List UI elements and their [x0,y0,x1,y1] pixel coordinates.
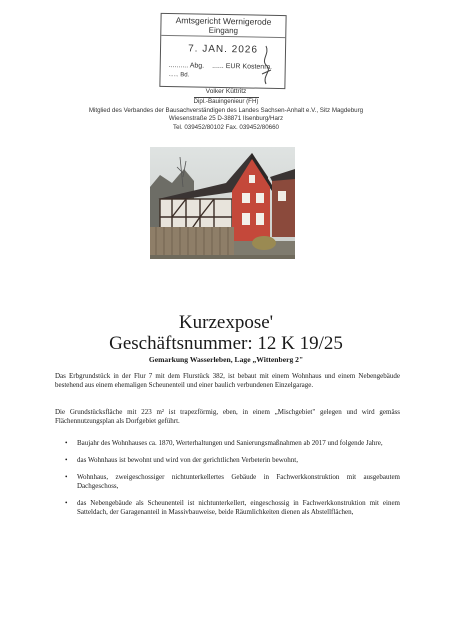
stamp-row-right: ...... EUR Kostenm. [212,62,273,71]
bullet-list [65,439,400,525]
stamp-office: Amtsgericht Wernigerode [175,15,272,27]
property-photo [150,147,295,259]
bullet-text: das Wohnhaus ist bewohnt und wird von der gerichtlichen Verbeterin bewohnt, [77,456,298,464]
bullet-icon: • [65,473,68,481]
stamp-date: 7. JAN. 2026 [188,43,259,56]
list-item [65,456,400,465]
list-item [65,499,400,517]
bullet-text: das Nebengebäude als Scheunenteil ist nichtunterkellert, eingeschossig in Fachwerkkonstruktion mit einem Satteldach, der Garagenanteil in Massivbauweise, beide Räumlichkeiten dienen als Abstellflächen, [77,499,400,516]
case-number: Geschäftsnummer: 12 K 19/25 [109,333,343,354]
letterhead-contact: Tel. 039452/80102 Fax. 039452/80660 [173,124,279,132]
bullet-icon: • [65,456,68,464]
document-subtitle: Gemarkung Wasserleben, Lage „Wittenberg 2" [148,355,304,364]
list-item [65,439,400,448]
letterhead-association: Mitglied des Verbandes der Bausachverständigen des Landes Sachsen-Anhalt e.V., Sitz Magdeburg [88,106,364,114]
bullet-text: Wohnhaus, zweigeschossiger nichtunterkellertes Gebäude in Fachwerkkonstruktion mit ausgebautem Dachgeschoss, [77,473,400,490]
list-item [65,473,400,491]
paragraph: Die Grundstücksfläche mit 223 m² ist trapezförmig, eben, in einem „Mischgebiet" gelegen und wird gemäss Flächennutzungsplan als Dorfgebiet geführt. [55,408,400,425]
bullet-text: Baujahr des Wohnhauses ca. 1870, Werterhaltungen und Sanierungsmaßnahmen ab 2017 und folgende Jahre, [77,439,383,447]
bullet-icon: • [65,499,68,507]
stamp-label: Eingang [161,25,285,38]
letterhead-address: Wiesenstraße 25 D-38871 Ilsenburg/Harz [168,115,284,123]
stamp-row-left: .......... Abg. [168,62,205,70]
stamp-row-bottom: ...... Bd. [168,72,190,79]
signature-icon [258,44,274,88]
document-title: Kurzexpose' [178,312,274,333]
paragraph: Das Erbgrundstück in der Flur 7 mit dem Flurstück 382, ist bebaut mit einem Wohnhaus und einem Nebengebäude bestehend aus einem ehemaligen Scheunenteil und einer baulich verbundenen Einzelgarage. [55,372,400,389]
letterhead [0,88,452,133]
bullet-icon: • [65,439,68,447]
letterhead-title: Dipl.-Bauingenieur (FH) [193,97,259,105]
letterhead-name: Volker Küttritz [205,88,247,95]
